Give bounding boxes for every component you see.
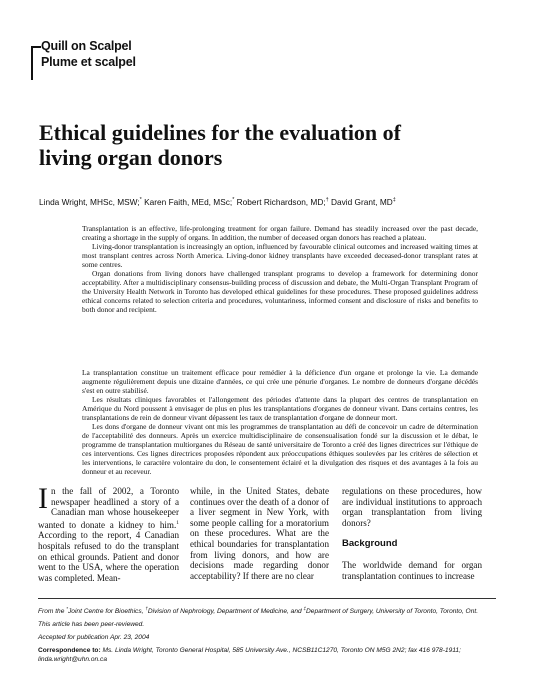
body-column-2 bbox=[190, 486, 329, 581]
abstract-paragraph: Les résultats cliniques favorables et l'allongement des périodes d'attente dans la plupart des centres de transplantation en Amérique du Nord poussent à envisager de plus en plus les transplantations d'organes de donneur vivant. Dans certains centres, les transplantations de rein de donneur vivant dépassent les taux de transplantation d'organe de donneur mort. bbox=[82, 395, 478, 422]
body-text: n the fall of 2002, a Toronto newspaper headlined a story of a Canadian man whose housekeeper wanted to donate a kidney to him. bbox=[38, 486, 179, 530]
affiliation-mark: * bbox=[66, 606, 68, 611]
section-header-bracket-tick bbox=[31, 46, 41, 48]
correspondence-label: Correspondence to: bbox=[38, 647, 101, 655]
footnote-text: From the bbox=[38, 608, 67, 616]
abstract-paragraph: Organ donations from living donors have challenged transplant programs to develop a framework for determining donor acceptability. After a multidisciplinary consensus-building process of discussion and debate, the Multi-Organ Transplant Program of the University Health Network in Toronto has developed ethical guidelines for these procedures. These proposed guidelines address ethical concerns related to selection criteria and procedures, voluntariness, informed consent and disclosure of risks and benefits to both donor and recipient. bbox=[82, 269, 478, 314]
accepted-note: Accepted for publication Apr. 23, 2004 bbox=[38, 634, 150, 642]
abstract-english bbox=[82, 224, 478, 314]
author-name: Karen Faith, MEd, MSc; bbox=[141, 197, 233, 207]
author-list bbox=[39, 197, 519, 207]
body-paragraph: regulations on these procedures, how are individual institutions to approach organ transplantation from living donors? bbox=[342, 486, 482, 528]
section-heading: Background bbox=[342, 538, 398, 550]
author-affiliation-mark: ‡ bbox=[392, 197, 396, 204]
correspondence-note bbox=[38, 646, 508, 664]
section-name-en: Quill on Scalpel bbox=[41, 39, 132, 53]
section-header bbox=[31, 40, 191, 80]
author-affiliation-mark: † bbox=[325, 197, 329, 204]
footnote-text: Joint Centre for Bioethics, bbox=[67, 608, 146, 616]
body-paragraph: while, in the United States, debate continues over the death of a donor of a liver segment in New York, with some people calling for a moratorium on these procedures. What are the ethical boundaries for transplantation from living donors, and how are decisions made regarding donor acceptability? If there are no clear bbox=[190, 486, 329, 581]
peer-review-note: This article has been peer-reviewed. bbox=[38, 621, 145, 629]
author-name: Robert Richardson, MD; bbox=[234, 197, 326, 207]
abstract-french bbox=[82, 368, 478, 476]
body-text: According to the report, 4 Canadian hospitals refused to do the transplant on ethical grounds. Patient and donor went to the USA, where the operation was completed. Mean- bbox=[38, 530, 179, 583]
body-paragraph bbox=[38, 482, 179, 583]
drop-cap: I bbox=[38, 482, 48, 515]
article-title: Ethical guidelines for the evaluation of living organ donors bbox=[39, 120, 401, 170]
affiliation-mark: ‡ bbox=[303, 606, 307, 611]
footnote-text: Department of Surgery, University of Toronto, Toronto, Ont. bbox=[306, 608, 479, 616]
section-name-fr: Plume et scalpel bbox=[41, 55, 136, 69]
correspondence-text: Ms. Linda Wright, Toronto General Hospital, 585 University Ave., NCSB11C1270, Toronto ON M5G 2N2; fax 416 978-1911; linda.wright@uhn.on.ca bbox=[38, 647, 461, 664]
affiliation-mark: † bbox=[145, 606, 148, 611]
section-header-bracket bbox=[31, 46, 33, 80]
body-column-3 bbox=[342, 486, 482, 581]
body-column-1 bbox=[38, 482, 179, 583]
affiliations-note bbox=[38, 604, 508, 616]
author-name: Linda Wright, MHSc, MSW; bbox=[39, 197, 140, 207]
abstract-paragraph: Living-donor transplantation is increasingly an option, influenced by favourable clinical outcomes and increased waiting times at most transplant centres across North America. Living-donor kidney transplants have exceeded deceased-donor transplant rates at some centres. bbox=[82, 242, 478, 269]
abstract-paragraph: Les dons d'organe de donneur vivant ont mis les programmes de transplantation au défi de concevoir un cadre de détermination de l'acceptabilité des donneurs. Après un exercice multidisciplinaire de consensualisation fondé sur la discussion et le débat, le programme de transplantation multiorganes du Réseau de santé universitaire de Toronto a créé des lignes directrices sur l'éthique de ces interventions. Ces lignes directrices proposées répondent aux préoccupations éthiques soulevées par les critères de sélection et les interventions, le caractère volontaire du don, le consentement éclairé et la divulgation des risques et des avantages à la fois au donneur et au receveur. bbox=[82, 422, 478, 476]
author-affiliation-mark: * bbox=[232, 197, 235, 204]
footnote-divider bbox=[38, 598, 496, 599]
author-name: David Grant, MD bbox=[328, 197, 393, 207]
footnote-text: Division of Nephrology, Department of Medicine, and bbox=[147, 608, 304, 616]
author-affiliation-mark: * bbox=[139, 197, 142, 204]
footnotes bbox=[38, 604, 508, 668]
abstract-paragraph: Transplantation is an effective, life-prolonging treatment for organ failure. Demand has steadily increased over the past decade, creating a shortage in the supply of organs. In addition, the number of deceased organ donors has reached a plateau. bbox=[82, 224, 478, 242]
reference-mark: 1 bbox=[176, 519, 179, 526]
abstract-paragraph: La transplantation constitue un traitement efficace pour remédier à la déficience d'un organe et prolonge la vie. La demande augmente régulièrement depuis une dizaine d'années, ce qui crée une pénurie d'organes. Le nombre de donneurs d'organe décédés s'est en outre stabilisé. bbox=[82, 368, 478, 395]
body-paragraph: The worldwide demand for organ transplantation continues to increase bbox=[342, 559, 482, 581]
